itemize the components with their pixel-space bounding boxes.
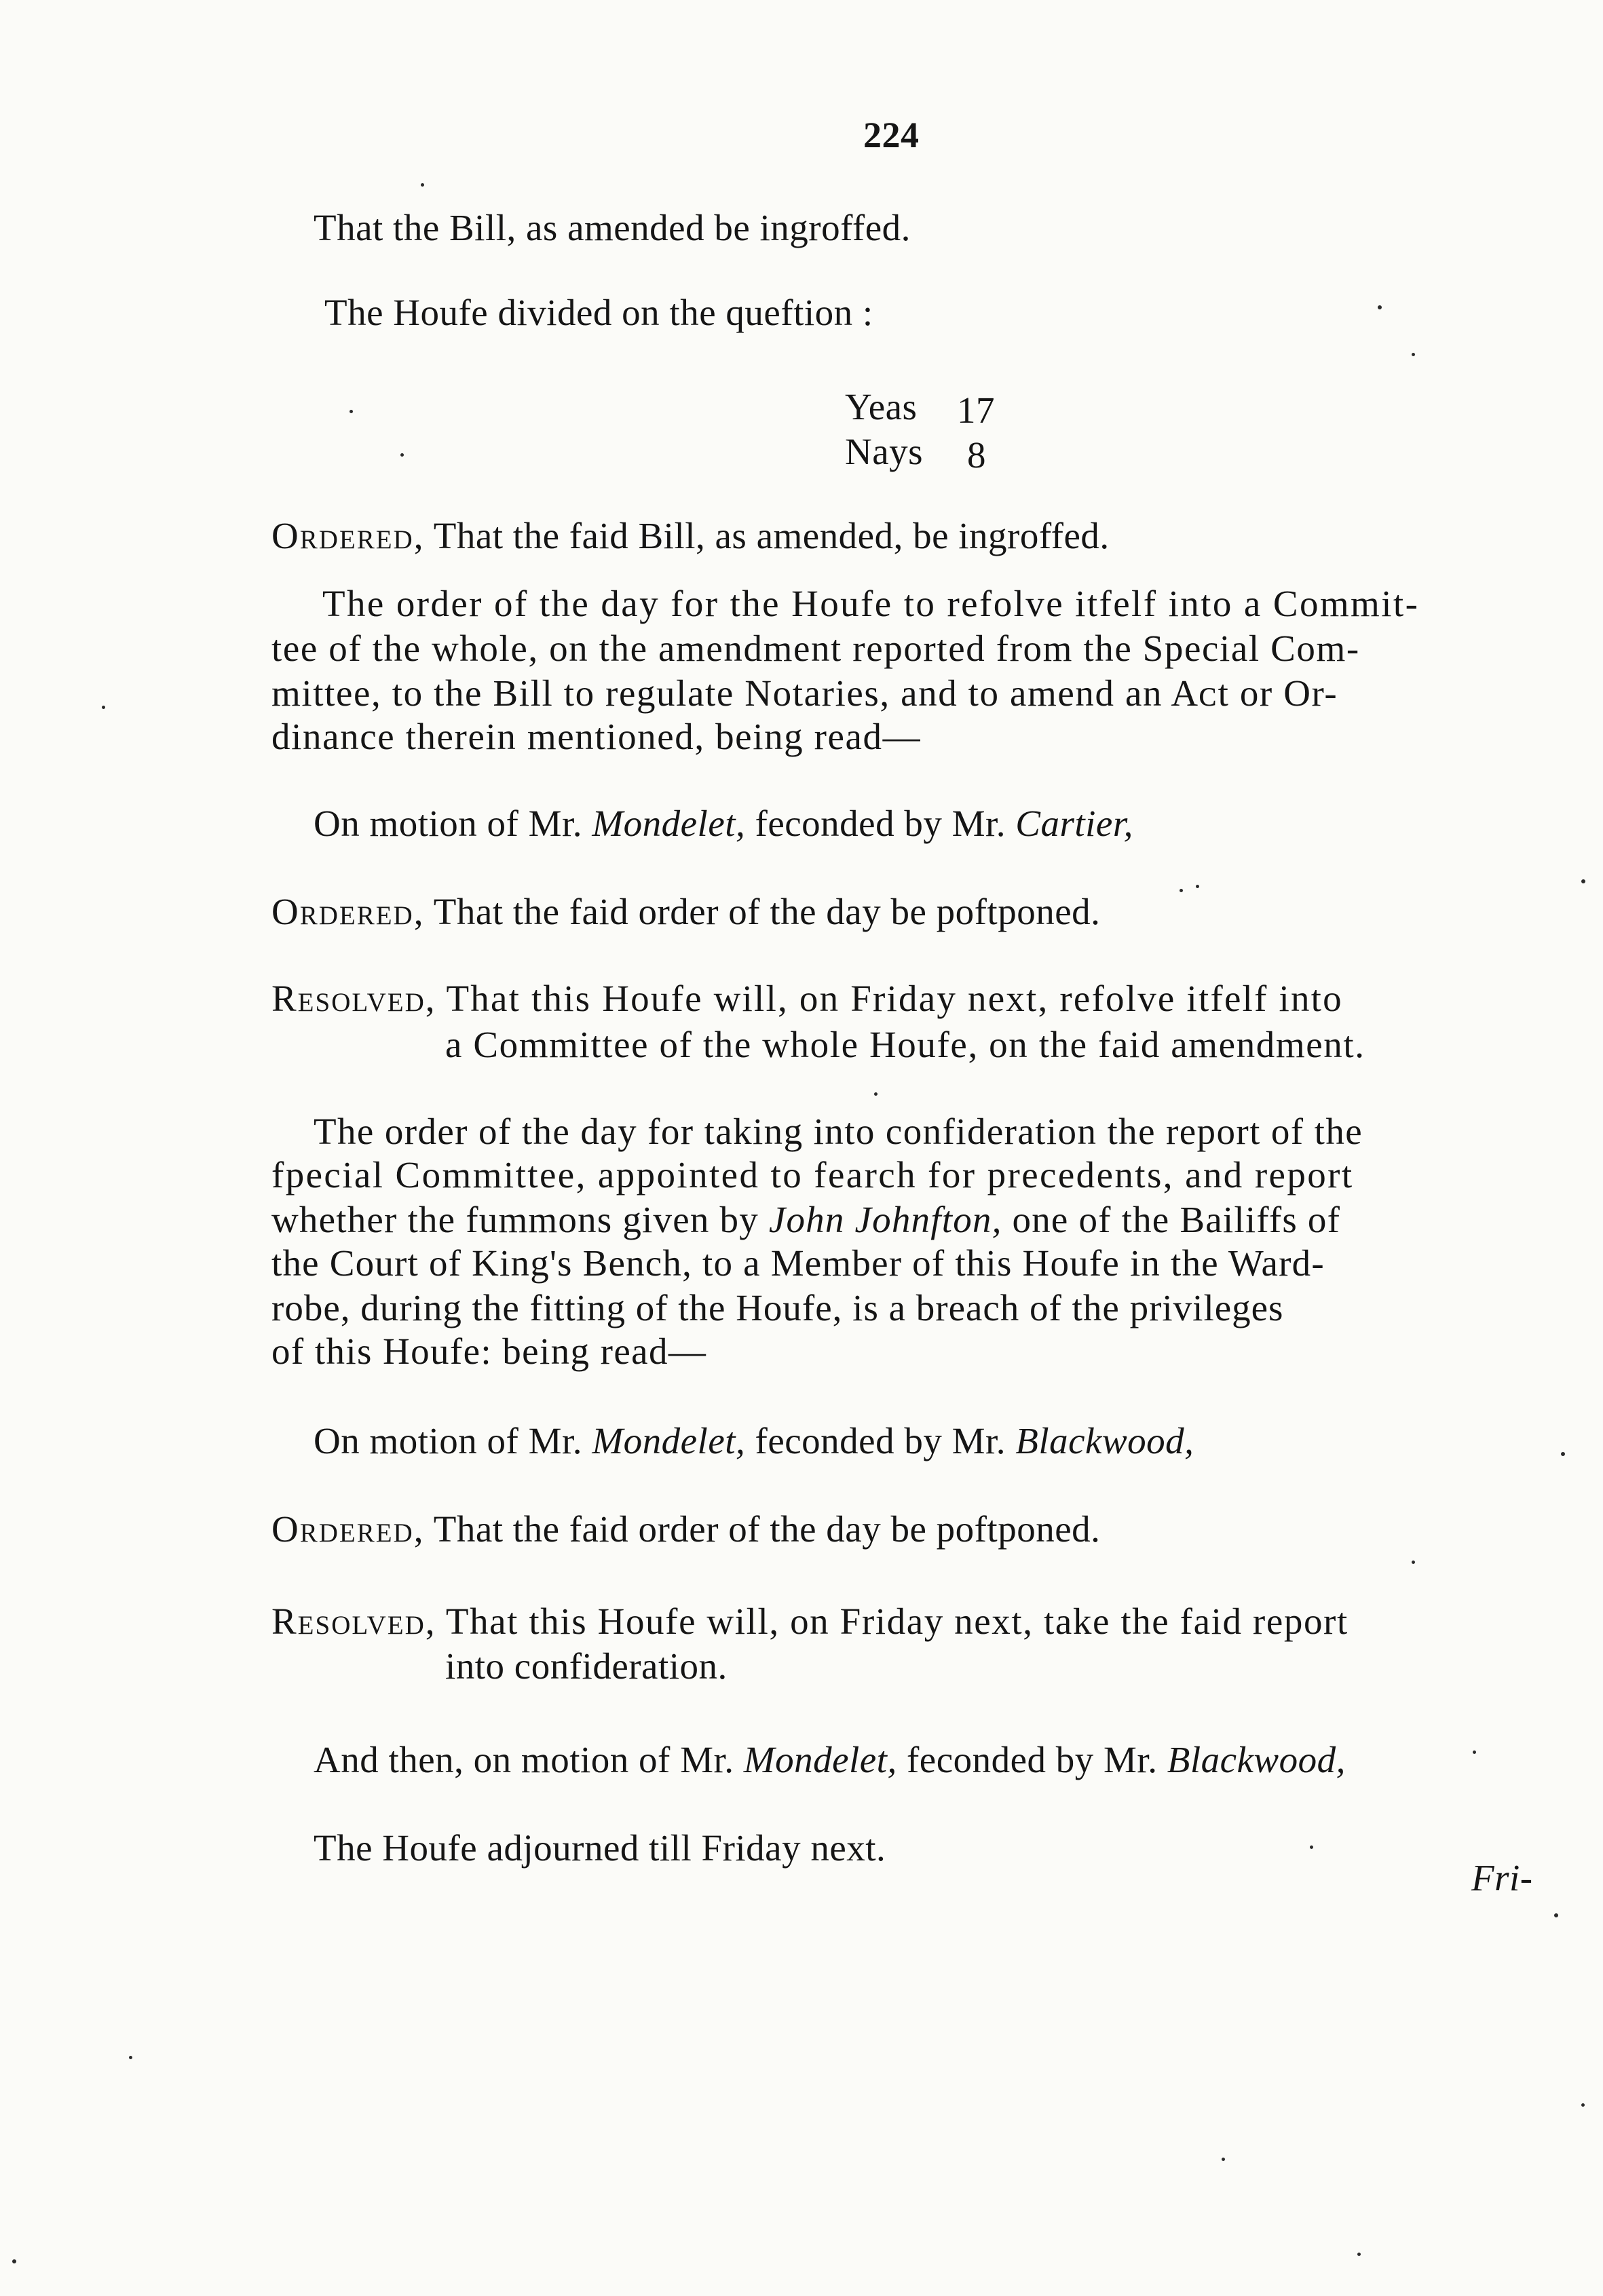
motion-text: feconded by Mr. — [755, 1420, 1006, 1461]
member-name: Mondelet, — [743, 1739, 897, 1780]
text-segment: one of the Bailiffs of — [1012, 1199, 1341, 1240]
ordered-text: That the faid Bill, as amended, be ingroffed. — [433, 515, 1110, 556]
text-line: into confideration. — [445, 1645, 728, 1687]
resolved-text: That this Houfe will, on Friday next, take the faid report — [445, 1601, 1349, 1642]
motion-text: feconded by Mr. — [906, 1739, 1158, 1780]
speck — [1473, 1750, 1476, 1754]
text-line: That the Bill, as amended be ingroffed. — [314, 207, 911, 248]
ordered-text: That the faid order of the day be poftponed. — [433, 1508, 1101, 1550]
text-line: of this Houfe: being read— — [271, 1331, 707, 1372]
text-line — [271, 1201, 1340, 1238]
motion-text: On motion of Mr. — [314, 1420, 583, 1461]
speck — [1222, 2158, 1225, 2161]
yeas-count: 17 — [957, 389, 995, 431]
text-line: a Committee of the whole Houfe, on the faid amendment. — [445, 1024, 1365, 1065]
member-name: Blackwood, — [1015, 1420, 1194, 1461]
text-line: The Houfe divided on the queftion : — [324, 292, 873, 333]
page-number: 224 — [863, 115, 920, 155]
speck — [1180, 889, 1183, 892]
resolved-label: Resolved, — [271, 978, 436, 1019]
text-segment: whether the fummons given by — [271, 1199, 759, 1240]
text-line: tee of the whole, on the amendment reported from the Special Com- — [271, 628, 1360, 669]
motion-text: On motion of Mr. — [314, 803, 583, 844]
ordered-label: Ordered, — [271, 515, 425, 556]
text-line: robe, during the fitting of the Houfe, is a breach of the privileges — [271, 1287, 1284, 1328]
speck — [1412, 1561, 1415, 1564]
ordered-text: That the faid order of the day be poftponed. — [433, 891, 1101, 932]
text-line: mittee, to the Bill to regulate Notaries, and to amend an Aᴄt or Or- — [271, 672, 1338, 714]
motion-line — [314, 805, 1133, 842]
member-name: Mondelet, — [592, 1420, 746, 1461]
speck — [12, 2259, 16, 2263]
text-line: The order of the day for the Houfe to refolve itfelf into a Commit- — [322, 583, 1420, 624]
speck — [874, 1092, 878, 1096]
ordered-line — [271, 893, 1100, 930]
speck — [1581, 2103, 1585, 2107]
text-line: The order of the day for taking into confideration the report of the — [314, 1111, 1363, 1152]
resolved-line — [271, 1603, 1349, 1640]
speck — [421, 183, 424, 187]
speck — [400, 453, 404, 457]
motion-text: feconded by Mr. — [755, 803, 1006, 844]
ordered-label: Ordered, — [271, 1508, 425, 1550]
person-name: John Johnfton, — [768, 1199, 1002, 1240]
motion-text: And then, on motion of Mr. — [314, 1739, 734, 1780]
speck — [1378, 305, 1382, 309]
motion-line — [314, 1741, 1346, 1778]
nays-count: 8 — [967, 434, 986, 476]
speck — [129, 2056, 132, 2059]
speck — [102, 706, 105, 709]
ordered-label: Ordered, — [271, 891, 425, 932]
catchword: Fri- — [1471, 1857, 1533, 1898]
resolved-text: That this Houfe will, on Friday next, refolve itfelf into — [446, 978, 1343, 1019]
speck — [1554, 1913, 1558, 1917]
motion-line — [314, 1422, 1194, 1459]
member-name: Blackwood, — [1167, 1739, 1346, 1780]
speck — [350, 410, 353, 413]
text-line: fpecial Committee, appointed to fearch for precedents, and report — [271, 1154, 1354, 1195]
text-line: dinance therein mentioned, being read— — [271, 716, 922, 757]
nays-label: Nays — [845, 431, 924, 472]
speck — [1357, 2253, 1361, 2256]
yeas-label: Yeas — [845, 386, 918, 427]
ordered-line — [271, 1510, 1100, 1548]
speck — [1412, 353, 1415, 356]
text-line: The Houfe adjourned till Friday next. — [314, 1827, 886, 1869]
speck — [1196, 885, 1199, 888]
resolved-line — [271, 980, 1343, 1017]
member-name: Mondelet, — [592, 803, 746, 844]
speck — [1581, 879, 1585, 883]
resolved-label: Resolved, — [271, 1601, 436, 1642]
text-line: the Court of King's Bench, to a Member of this Houfe in the Ward- — [271, 1242, 1325, 1284]
member-name: Cartier, — [1015, 803, 1133, 844]
ordered-line — [271, 517, 1110, 554]
speck — [1561, 1452, 1565, 1456]
speck — [1310, 1845, 1313, 1849]
